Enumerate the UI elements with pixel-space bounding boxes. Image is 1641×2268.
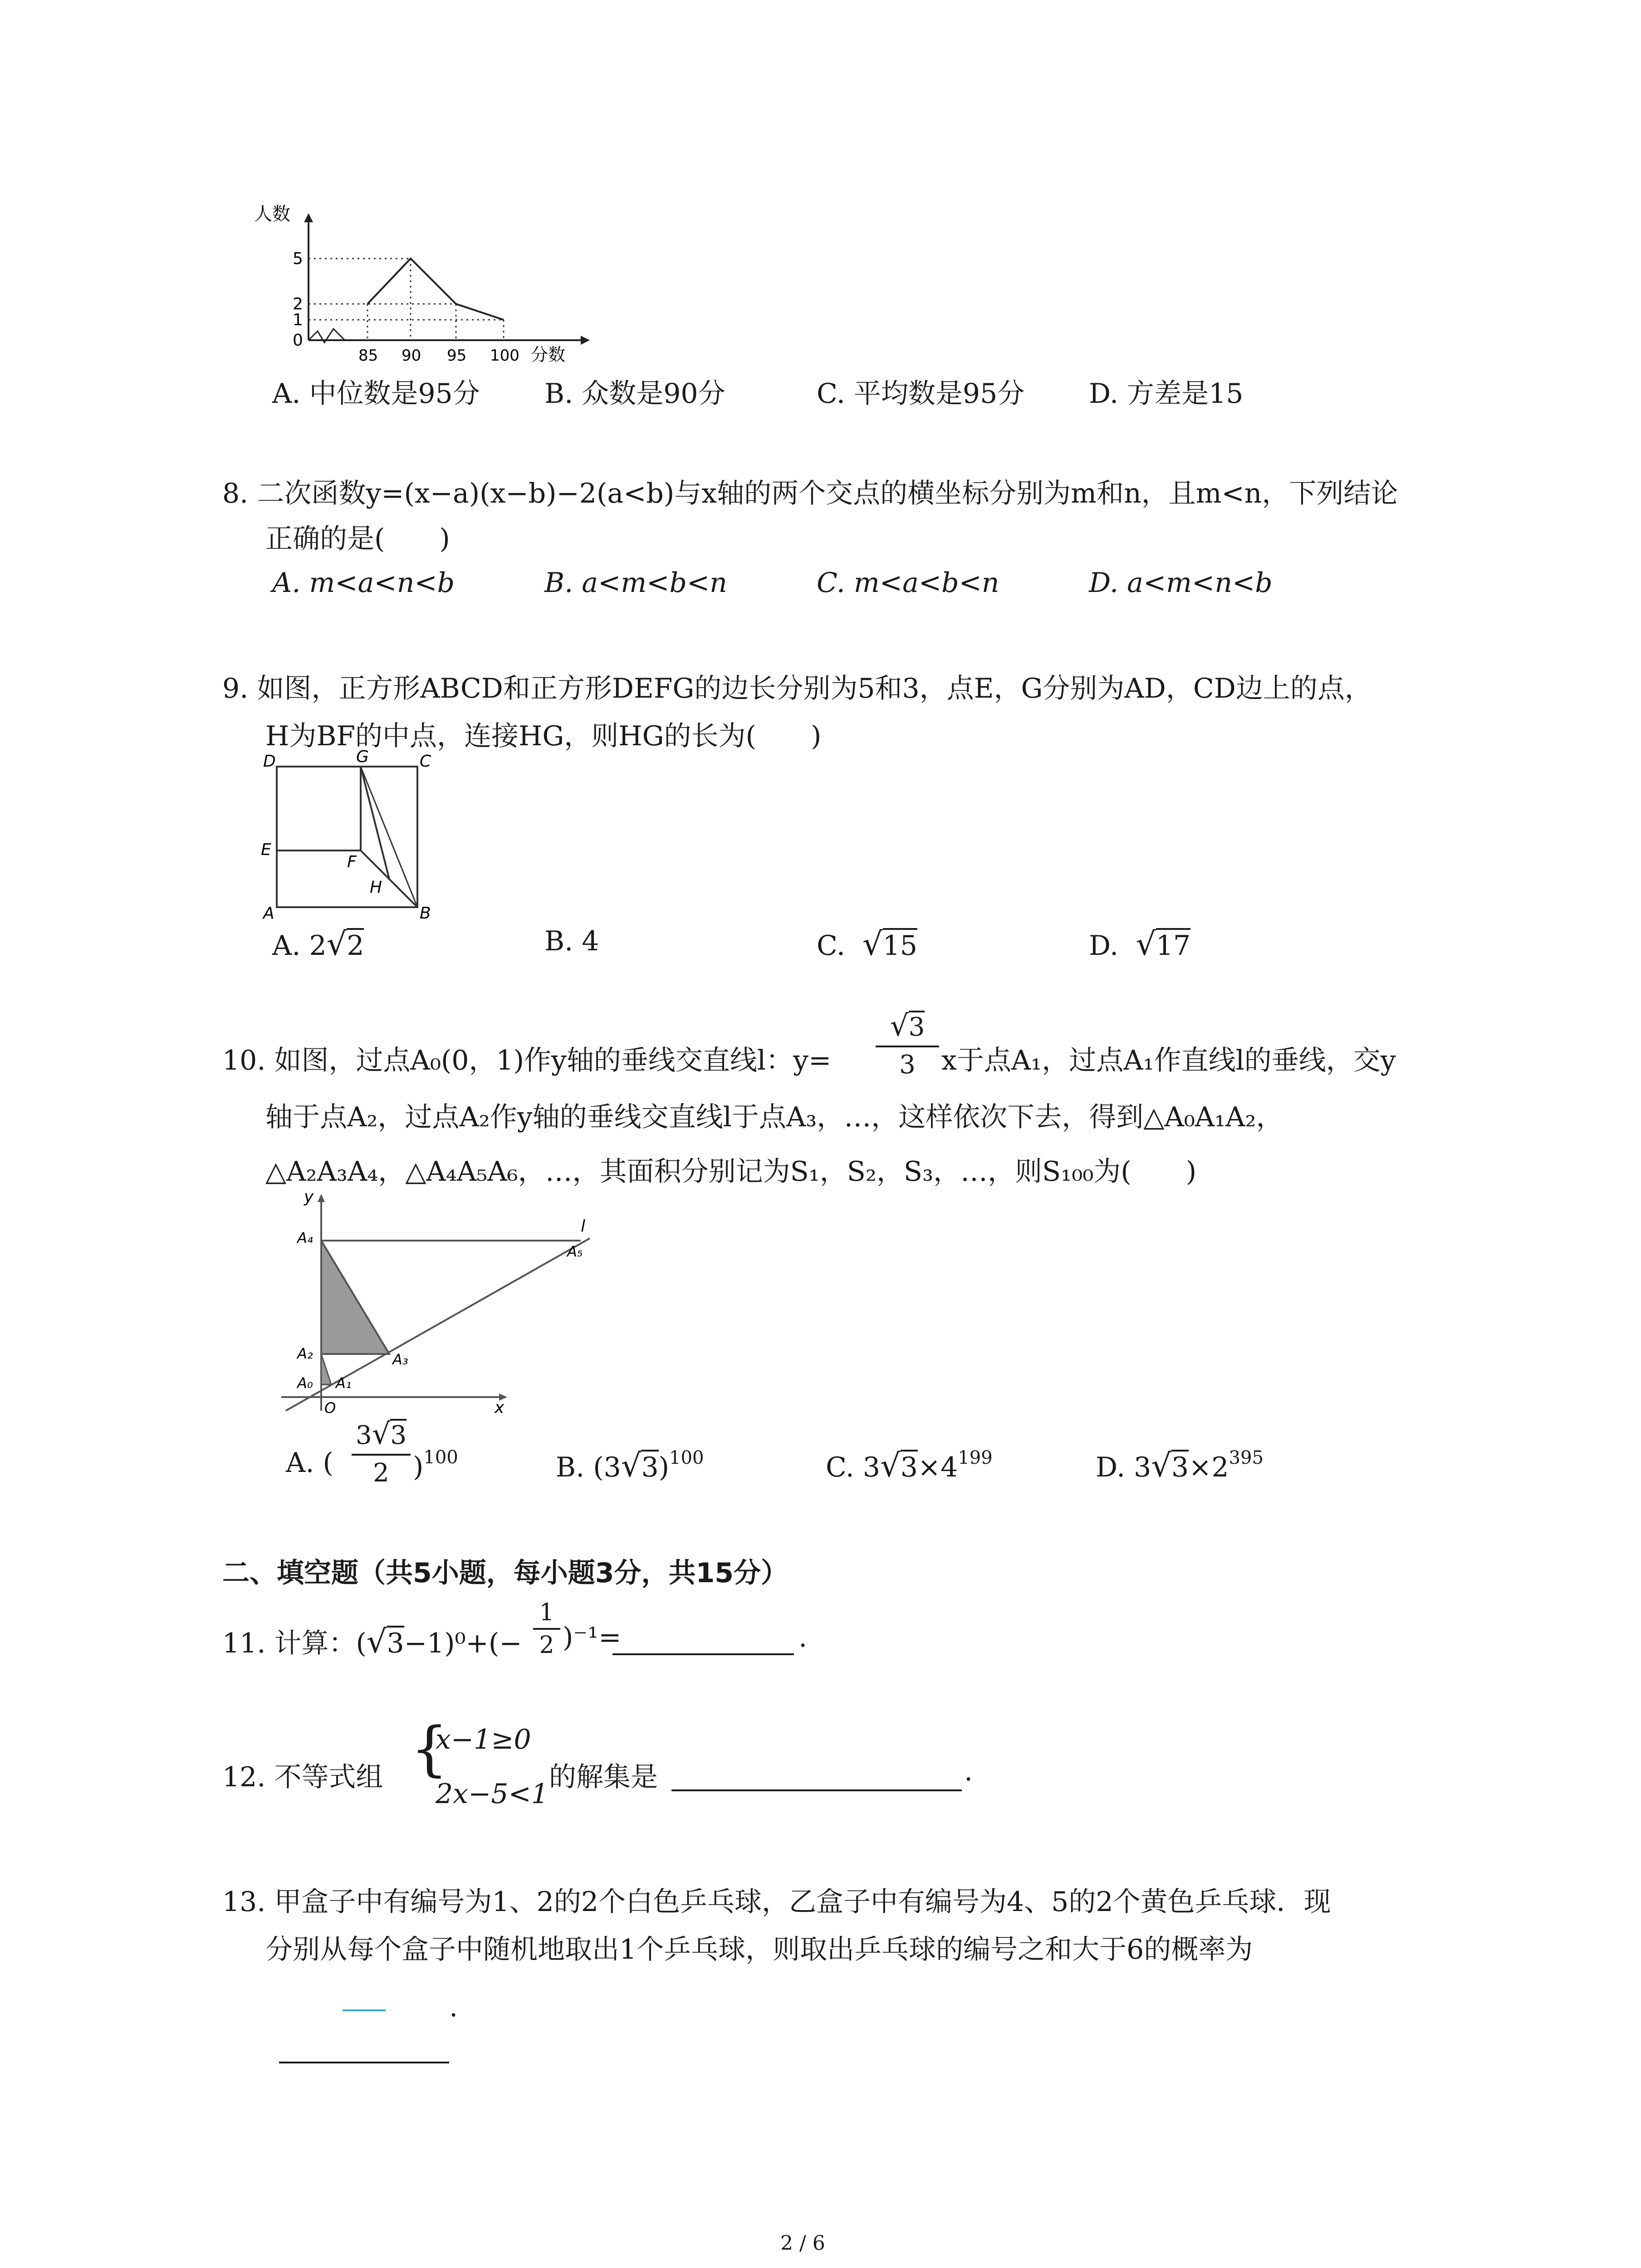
q8-option-c: C. m<a<b<n [817,567,999,599]
label-a2: A₂ [297,1345,313,1362]
q7-chart [254,204,590,367]
q10-a-numerator [352,1418,411,1456]
x-tick-100: 100 [490,347,519,365]
label-a1: A₁ [336,1374,352,1392]
q11-middle: −1)⁰+(− [404,1628,522,1659]
q10-stem-line1-pre: 10. 如图，过点A₀(0，1)作y轴的垂线交直线l：y= [222,1045,832,1076]
q12-end: . [964,1755,973,1787]
q10-figure [272,1188,617,1415]
label-c: C [420,752,431,771]
q13-answer-blank[interactable] [279,2062,449,2063]
q9-c-prefix: C. [817,930,845,962]
x-tick-85: 85 [358,347,378,365]
q10-a-denominator: 2 [373,1458,389,1488]
q8-option-a: A. m<a<n<b [272,567,455,599]
q10-a-prefix: A. ( [286,1447,333,1479]
x-tick-95: 95 [447,347,467,365]
q9-a-radicand: 2 [347,928,364,962]
q9-option-a [272,925,364,963]
sqrt-icon: √ [890,1009,909,1043]
q8-stem-line2: 正确的是( ) [265,523,450,555]
q11-end: . [798,1622,808,1653]
sqrt-icon: √ [372,1418,391,1451]
frequency-polyline [367,259,504,320]
q10-a-suffix [413,1447,458,1483]
sqrt-icon: √ [1151,1447,1171,1484]
label-l: l [581,1217,586,1236]
q10-a-exponent: 100 [423,1447,458,1468]
q13-end: . [449,1991,458,2023]
y-tick-5: 5 [293,249,303,268]
q12-row2: 2x−5<1 [436,1778,549,1810]
q10-a-fraction [352,1418,411,1488]
q9-stem-line1: 9. 如图，正方形ABCD和正方形DEFG的边长分别为5和3，点E，G分别为AD，CD边上的点， [222,673,1372,704]
q13-stem-line2: 分别从每个盒子中随机地取出1个乒乓球，则取出乒乓球的编号之和大于6的概率为 [265,1934,1253,1965]
q10-d-times: ×2 [1189,1452,1229,1483]
label-h: H [370,878,382,897]
q7-option-d: D. 方差是15 [1089,378,1244,410]
q10-option-d [1096,1447,1264,1484]
q10-b-exponent: 100 [669,1447,704,1468]
x-axis-arrow [581,336,590,345]
label-a5: A₅ [567,1243,583,1260]
y-axis-arrow [304,213,313,222]
q11-radicand: 3 [387,1626,404,1659]
section-2-heading: 二、填空题（共5小题，每小题3分，共15分） [222,1557,788,1589]
q11-fraction [533,1599,560,1659]
q11-frac-numerator: 1 [533,1599,560,1630]
q10-c-exponent: 199 [958,1447,993,1468]
sqrt-icon: √ [880,1447,901,1484]
q13-stem-line1: 13. 甲盒子中有编号为1、2的2个白色乒乓球，乙盒子中有编号为4、5的2个黄色乒乓球．现 [222,1886,1331,1918]
q9-d-radicand: 17 [1156,928,1190,962]
y-axis-label: 人数 [254,204,290,225]
q7-option-b: B. 众数是90分 [544,378,725,410]
q13-fraction-bar [343,2009,386,2011]
q10-a-num-coef: 3 [355,1421,372,1450]
label-f: F [347,853,357,871]
label-y: y [304,1188,314,1206]
q9-c-radicand: 15 [883,928,917,962]
q10-c-prefix: C. 3 [826,1452,881,1483]
q9-stem-line2: H为BF的中点，连接HG，则HG的长为( ) [265,720,822,752]
q10-a-num-radicand: 3 [390,1419,407,1450]
label-a0: A₀ [297,1374,313,1392]
y-axis-arrow [318,1194,325,1202]
q10-option-b [556,1447,704,1484]
q10-d-radicand: 3 [1171,1450,1189,1483]
y-tick-1: 1 [293,311,303,329]
q8-option-d: D. a<m<n<b [1089,567,1273,599]
q11-frac-denominator: 2 [539,1632,554,1659]
q11-prefix: 11. 计算：( [222,1628,367,1659]
q10-d-exponent: 395 [1229,1447,1264,1468]
q10-c-times: ×4 [917,1452,958,1483]
label-x: x [495,1398,505,1415]
q10-frac-num-radicand: 3 [909,1011,925,1042]
label-a4: A₄ [297,1229,313,1246]
sqrt-icon: √ [366,1623,387,1660]
q10-c-radicand: 3 [901,1450,918,1483]
brace-icon: { [411,1714,448,1783]
q12-prefix: 12. 不等式组 [222,1761,383,1793]
x-axis-label: 分数 [531,345,566,365]
x-tick-90: 90 [402,347,421,365]
q10-option-c [826,1447,993,1484]
segment-gh [361,767,389,879]
q9-d-prefix: D. [1089,930,1119,962]
q10-fraction [876,1009,939,1080]
sqrt-icon: √ [1136,925,1156,963]
q12-row1: x−1≥0 [436,1724,531,1755]
q10-frac-denominator: 3 [899,1050,916,1080]
q10-b-prefix: B. (3 [556,1452,621,1483]
y-tick-0: 0 [293,331,303,350]
triangle-a0a1a2 [321,1354,331,1384]
sqrt-icon: √ [862,925,883,963]
q9-option-b: B. 4 [544,925,599,957]
q11-suffix: )⁻¹= [563,1622,622,1653]
label-e: E [261,841,271,859]
label-a: A [263,904,274,921]
q9-option-c [817,925,917,963]
label-d: D [263,752,276,771]
q10-stem-line2: 轴于点A₂，过点A₂作y轴的垂线交直线l于点A₃，…，这样依次下去，得到△A₀A₁A₂， [265,1101,1283,1133]
q8-option-b: B. a<m<b<n [544,567,727,599]
q10-frac-numerator [876,1009,939,1047]
q11-stem [222,1622,522,1661]
page-number: 2 / 6 [780,2232,825,2255]
q10-stem-line3: △A₂A₃A₄，△A₄A₅A₆，…，其面积分别记为S₁，S₂，S₃，…，则S₁₀₀为( ) [265,1156,1197,1188]
q9-a-prefix: A. 2 [272,930,327,962]
q7-option-c: C. 平均数是95分 [817,378,1025,410]
q10-option-a [286,1447,333,1479]
q10-b-radicand: 3 [641,1450,658,1483]
q12-suffix: 的解集是 [549,1761,658,1793]
label-a3: A₃ [392,1351,408,1368]
q11-answer-blank[interactable] [612,1653,794,1655]
q10-stem-line1-post: x于点A₁，过点A₁作直线l的垂线，交y [941,1045,1396,1076]
y-tick-2: 2 [293,295,303,313]
q10-d-prefix: D. 3 [1096,1452,1151,1483]
segment-gb [361,767,417,907]
q10-a-paren-close: ) [413,1451,424,1483]
label-g: G [356,748,369,766]
q7-option-a: A. 中位数是95分 [272,378,480,410]
q9-figure [259,748,449,921]
q12-answer-blank[interactable] [671,1789,962,1791]
q10-b-paren-close: ) [658,1452,670,1483]
sqrt-icon: √ [326,925,347,963]
label-o: O [324,1399,336,1415]
sqrt-icon: √ [621,1447,642,1484]
label-b: B [420,904,431,921]
q9-option-d [1089,925,1190,963]
q8-stem-line1: 8. 二次函数y=(x−a)(x−b)−2(a<b)与x轴的两个交点的横坐标分别为m和n，且m<n，下列结论 [222,478,1398,509]
